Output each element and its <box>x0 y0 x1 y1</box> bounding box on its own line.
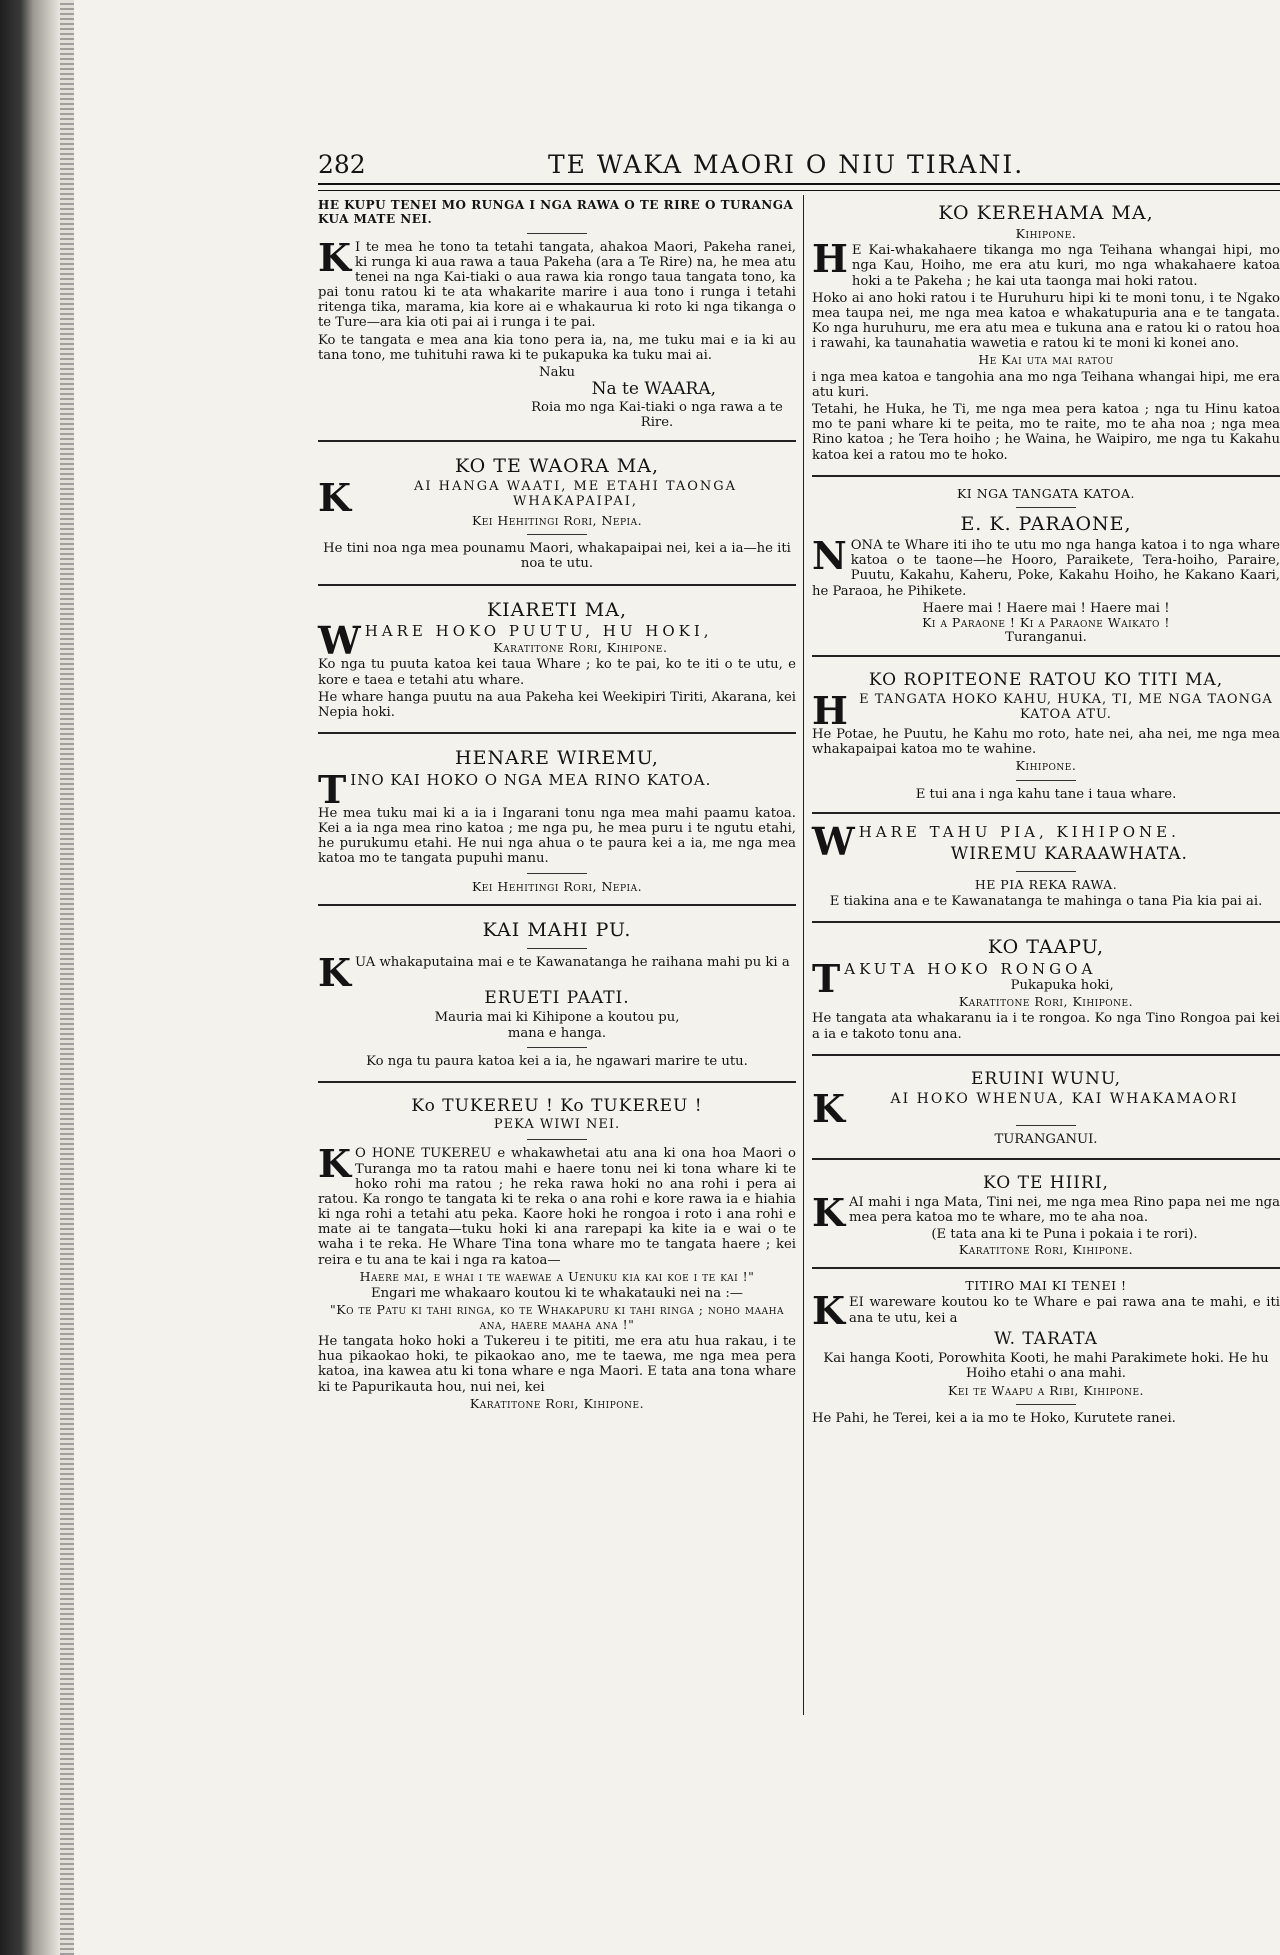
ad-subheading: PEKA WIWI NEI. <box>493 1117 621 1133</box>
section-rule <box>812 1054 1280 1056</box>
divider <box>527 1139 587 1140</box>
divider <box>1016 1404 1076 1405</box>
divider <box>1016 780 1076 781</box>
divider <box>527 948 587 949</box>
drop-cap: T <box>318 766 347 812</box>
ad-place: Turanganui. <box>1005 630 1087 646</box>
ad-line-2: Ki a Paraone ! Ki a Paraone Waikato ! <box>922 614 1170 630</box>
drop-cap: K <box>812 1190 846 1236</box>
ad-subheading: He Kai uta mai ratou <box>978 352 1114 368</box>
ad-address: Karatitone Rori, Kihipone. <box>469 1395 645 1411</box>
ad-heading: KO ROPITEONE RATOU KO TITI MA, <box>868 670 1224 691</box>
drop-cap: K <box>318 1141 352 1187</box>
notice-body-2: Ko te tangata e mea ana kia tono pera ia, na, me tuku mai e ia ki au tana tono, me tuhituhi rawa ki te pukapuka ka tuku mai ai. <box>318 332 796 363</box>
ad-name: ERUETI PAATI. <box>484 987 630 1008</box>
ad-address: Karatitone Rori, Kihipone. <box>958 1241 1134 1257</box>
ad-heading: Ko TUKEREU ! Ko TUKEREU ! <box>411 1095 703 1116</box>
ad-quote-2: "Ko te Patu ki tahi ringa, ko te Whakapuru ki tahi ringa ; noho maaha ana, haere maaha ana !" <box>330 1302 784 1332</box>
ad-address: Kei te Waapu a Ribi, Kihipone. <box>948 1382 1144 1398</box>
ad-ropiteone <box>812 663 1280 805</box>
ad-subheading: AI HOKO WHENUA, KAI WHAKAMAORI <box>890 1091 1239 1108</box>
ad-body: EI wareware koutou ko te Whare e pai rawa ana te mahi, e iti ana te utu, kei a <box>849 1295 1280 1326</box>
ad-line-1: Haere mai ! Haere mai ! Haere mai ! <box>922 600 1170 616</box>
section-rule <box>812 812 1280 814</box>
divider <box>527 873 587 874</box>
notice-rire <box>318 195 796 434</box>
page-binding-stitching <box>60 0 74 1955</box>
ad-tukereu <box>318 1089 796 1415</box>
section-rule <box>318 440 796 442</box>
section-rule <box>812 1267 1280 1269</box>
drop-cap: H <box>812 688 848 733</box>
drop-cap: K <box>318 234 352 280</box>
divider <box>1016 1125 1076 1126</box>
notice-body: I te mea he tono ta tetahi tangata, ahakoa Maori, Pakeha ranei, ki runga ki aua rawa a taua Pakeha (ara a Te Rire) na, he mea atu tenei na nga Kai-tiaki o aua rawa kia rongo taua tangata tono, ka pai tonu ratou ki te ata whakarite marire i aua tono i runga i tetahi ritenga tika, marama, kia kore ai e whakaurua ki roto ki nga tikanga o te Ture—ara kia oti pai ai i runga i te pai. <box>318 239 796 331</box>
ad-place: Kihipone. <box>1015 758 1077 774</box>
ad-heading: KO KEREHAMA MA, <box>938 202 1154 224</box>
ad-body-2: He tangata hoko hoki a Tukereu i te pititi, me era atu hua rakau, i te hua pikaokao hoki, te pikaokao ano, me te taewa, me nga mea pera katoa, ina kawea atu ki tona whare e nga Maori. E tata ana tona whare ki te Papurikauta hou, nui nei, kei <box>318 1334 796 1395</box>
ad-line: Kai hanga Kooti, Porowhita Kooti, he mahi Parakimete hoki. He hu Hoiho etahi o ana mahi. <box>823 1351 1269 1382</box>
ad-pia <box>812 820 1280 915</box>
ad-pre-heading: KI NGA TANGATA KATOA. <box>956 485 1136 501</box>
ad-heading: HENARE WIREMU, <box>455 747 659 770</box>
ad-heading: HARE TAHU PIA, KIHIPONE. <box>858 822 1180 841</box>
ad-subheading: AKUTA HOKO RONGOA <box>844 960 1097 979</box>
drop-cap: W <box>318 618 361 664</box>
ad-body: He tini noa nga mea pounamu Maori, whakapaipai nei, kei a ia—he iti noa te utu. <box>323 541 791 572</box>
divider <box>1016 507 1076 508</box>
ad-body: E tiakina ana e te Kawanatanga te mahinga o tana Pia kia pai ai. <box>829 894 1263 910</box>
ad-body: He mea tuku mai ki a ia i Ingarani tonu nga mea mahi paamu katoa. Kei a ia nga mea rino katoa ; me nga pu, he mea puru i te ngutu etahi, he purukumu etahi. He nui nga ahua o te paura kei a ia, me nga mea katoa mo te tangata pupuhi manu. <box>318 805 796 867</box>
section-rule <box>318 584 796 586</box>
drop-cap: T <box>812 956 841 1002</box>
ad-tarata <box>812 1275 1280 1432</box>
ad-tail: He Pahi, he Terei, kei a ia mo te Hoko, Kurutete ranei. <box>812 1410 1176 1426</box>
ad-note: (E tata ana ki te Puna i pokaia i te rori). <box>931 1227 1198 1243</box>
ad-address: Karatitone Rori, Kihipone. <box>493 639 668 655</box>
section-rule <box>812 655 1280 657</box>
column-divider <box>803 195 804 1715</box>
drop-cap: H <box>812 236 848 282</box>
ad-kai-mahi-pu <box>318 912 796 1075</box>
ad-pre-heading: TITIRO MAI KI TENEI ! <box>965 1277 1127 1293</box>
divider <box>527 233 587 234</box>
ad-name: WIREMU KARAAWHATA. <box>950 844 1188 865</box>
ad-hiiri <box>812 1166 1280 1261</box>
ad-body: AI mahi i nga Mata, Tini nei, me nga mea Rino papa nei me nga mea pera katoa mo te whare, mo te aha noa. <box>849 1195 1280 1226</box>
header-rule <box>318 183 1280 191</box>
ad-heading: KO TE HIIRI, <box>983 1172 1109 1193</box>
ad-address: Karatitone Rori, Kihipone. <box>958 994 1134 1010</box>
ad-kerehama <box>812 195 1280 469</box>
ad-line-3: Ko nga tu paura katoa kei a ia, he ngawari marire te utu. <box>366 1053 748 1069</box>
ad-address: Kei Hehitingi Rori, Nepia. <box>471 878 643 894</box>
ad-heading: KO TE WAORA MA, <box>454 455 660 478</box>
drop-cap: K <box>318 949 352 995</box>
ad-place: TURANGANUI. <box>994 1132 1098 1148</box>
left-column <box>318 195 796 1415</box>
ad-heading: KIARETI MA, <box>486 598 628 621</box>
ad-taapu <box>812 929 1280 1048</box>
ad-body: He Potae, he Puutu, he Kahu mo roto, hate nei, aha nei, me nga mea whakapaipai katoa mo te wahine. <box>812 727 1280 758</box>
ad-henare <box>318 740 796 898</box>
drop-cap: K <box>812 1086 846 1132</box>
notice-heading: HE KUPU TENEI MO RUNGA I NGA RAWA O TE RIRE O TURANGA KUA MATE NEI. <box>318 198 794 226</box>
ad-body: UA whakaputaina mai e te Kawanatanga he raihana mahi pu ki a <box>355 954 790 970</box>
ad-line-2: mana e hanga. <box>507 1025 607 1041</box>
ad-subheading: AI HANGA WAATI, ME ETAHI TAONGA WHAKAPAIPAI, <box>413 478 738 509</box>
ad-heading: ERUINI WUNU, <box>970 1068 1122 1089</box>
ad-subheading: HARE HOKO PUUTU, HU HOKI, <box>364 622 713 641</box>
ad-line-1: Mauria mai ki Kihipone a koutou pu, <box>434 1010 680 1026</box>
divider <box>1016 871 1076 872</box>
right-column <box>812 195 1280 1432</box>
ad-eruini <box>812 1062 1280 1152</box>
divider <box>527 1047 587 1048</box>
drop-cap: K <box>812 1288 846 1334</box>
section-rule <box>812 1158 1280 1160</box>
ad-paraone <box>812 483 1280 650</box>
ad-body: E Kai-whakahaere tikanga mo nga Teihana whangai hipi, mo nga Kau, Hoiho, me era atu kuri, mo nga whakahaere katoa hoki a te Pakeha ; he kai uta taonga mai hoki ratou. <box>851 243 1280 289</box>
running-title: TE WAKA MAORI O NIU TIRANI. <box>548 150 1025 179</box>
drop-cap: W <box>812 818 855 864</box>
section-rule <box>318 732 796 734</box>
ad-name: W. TARATA <box>994 1328 1098 1349</box>
ad-heading: KAI MAHI PU. <box>482 919 632 942</box>
notice-sig-note: Roia mo nga Kai-tiaki o nga rawa a te Rire. <box>531 399 783 430</box>
page-binding-edge <box>0 0 60 1955</box>
drop-cap: K <box>318 474 352 520</box>
page-number: 282 <box>318 150 366 179</box>
ad-subheading: INO KAI HOKO O NGA MEA RINO KATOA. <box>350 770 712 789</box>
ad-body-2: He whare hanga puutu na aua Pakeha kei Weekipiri Tiriti, Akarana, kei Nepia hoki. <box>318 689 796 720</box>
ad-body-3: i nga mea katoa e tangohia ana mo nga Teihana whangai hipi, me era atu kuri. <box>812 369 1280 400</box>
ad-subheading: E TANGATA HOKO KAHU, HUKA, TI, ME NGA TAONGA KATOA ATU. <box>859 692 1273 722</box>
section-rule <box>318 1081 796 1083</box>
drop-cap: N <box>812 533 847 579</box>
ad-heading: KO TAAPU, <box>987 936 1105 959</box>
ad-body: ONA te Whare iti iho te utu mo nga hanga katoa i to nga whare katoa o te taone—he Hooro, Paraikete, Tera-hoiho, Paraire, Puutu, Kakahu, Kaheru, Poke, Kakahu Hoiho, he Kakano Kaari, he Paraoa, he Pihikete. <box>812 538 1280 599</box>
ad-body: O HONE TUKEREU e whakawhetai atu ana ki ona hoa Maori o Turanga mo ta ratou mahi e haere tonu nei ki tona whare ki te hoko rohi ma ratou ; he reka rawa hoki no ana rohi i pera ai ratou. Ka rongo te tangata ki te reka o ana rohi e kore rawa ia e hiahia ki nga rohi a tetahi atu peka. Kaore hoki he rongoa i roto i ana rohi e mate ai te tangata—tuku hoki ki ana rarepapi ka kite ia e wai o te waha i te reka. He Whare Tina tona whare mo te tangata haere ; kei reira e tu ana te kai i nga ra katoa— <box>318 1146 796 1268</box>
ad-kiareti <box>318 592 796 727</box>
ad-line: Engari me whakaaro koutou ki te whakatauki nei na :— <box>371 1286 743 1302</box>
ad-line: E tui ana i nga kahu tane i taua whare. <box>915 786 1177 802</box>
ad-subheading-2: Pukapuka hoki, <box>1010 978 1114 994</box>
divider <box>527 534 587 535</box>
section-rule <box>812 475 1280 477</box>
ad-body: He tangata ata whakaranu ia i te rongoa. Ko nga Tino Rongoa pai kei a ia e takoto tonu ana. <box>812 1011 1280 1042</box>
ad-subheading: HE PIA REKA RAWA. <box>974 876 1118 892</box>
ad-body-2: Hoko ai ano hoki ratou i te Huruhuru hipi ki te moni tonu, i te Ngako mea taupa nei, me nga mea katoa e whakatupuria ana e te tangata. Ko nga huruhuru, me era atu mea e tukuna ana e ratou ki o ratou hoa i rawahi, ka taunahatia wawetia e ratou ki te moni ki konei ano. <box>812 290 1280 352</box>
notice-signature: Na te WAARA, <box>591 379 716 400</box>
ad-body-4: Tetahi, he Huka, he Ti, me nga mea pera katoa ; nga tu Hinu katoa mo te pani whare ki te peita, mo te raite, mo te aha noa ; nga mea Rino katoa ; he Tera hoiho ; he Waina, he Waipiro, me nga tu Kakahu katoa kei a ratou mo te hoko. <box>812 402 1280 463</box>
ad-quote-1: Haere mai, e whai i te waewae a Uenuku kia kai koe i te kai !" <box>359 1268 755 1284</box>
ad-heading: E. K. PARAONE, <box>960 513 1132 536</box>
section-rule <box>318 904 796 906</box>
section-rule <box>812 921 1280 923</box>
ad-waora <box>318 448 796 578</box>
ad-address: Kei Hehitingi Rori, Nepia. <box>471 512 643 528</box>
ad-place: Kihipone. <box>1015 225 1077 241</box>
ad-body: Ko nga tu puuta katoa kei taua Whare ; ko te pai, ko te iti o te utu, e kore e taea e tetahi atu whare. <box>318 657 796 688</box>
notice-naku: Naku <box>539 364 575 380</box>
